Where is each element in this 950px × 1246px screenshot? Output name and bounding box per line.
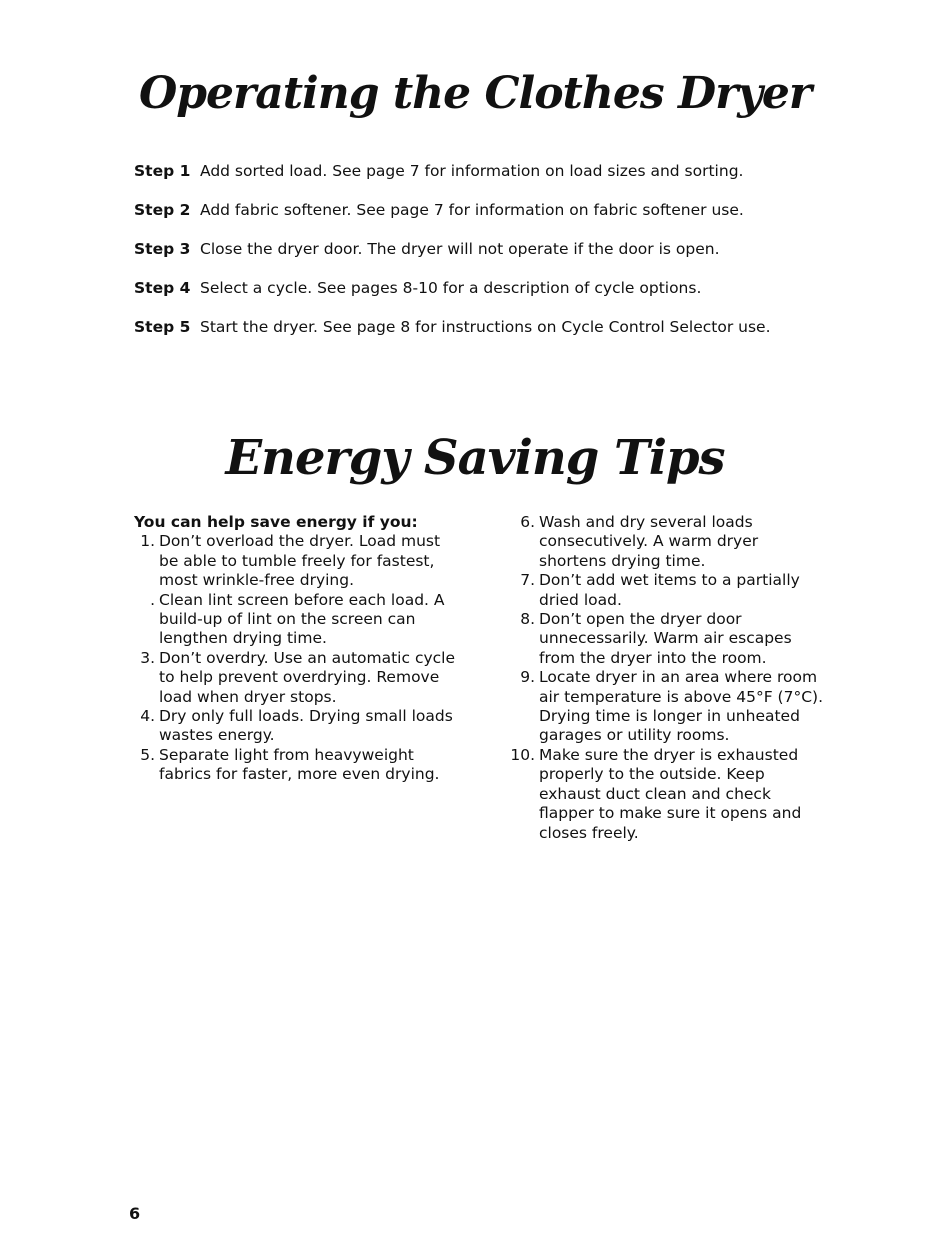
tip-item bbox=[134, 649, 464, 707]
tip-number: 1. bbox=[140, 532, 155, 551]
page-title-operating: Operating the Clothes Dryer bbox=[138, 68, 812, 119]
step-item bbox=[134, 314, 894, 353]
tip-text: Locate dryer in an area where room air temperature is above 45°F (7°C). Drying time is longer in unheated garages or utility rooms. bbox=[539, 668, 823, 745]
tip-item bbox=[498, 668, 828, 746]
step-item bbox=[134, 158, 894, 197]
tip-number: 9. bbox=[520, 668, 535, 687]
tip-item bbox=[134, 746, 464, 785]
tips-column-left bbox=[134, 513, 464, 785]
tip-number: 8. bbox=[520, 610, 535, 629]
step-label: Step 1 bbox=[134, 162, 191, 180]
tip-text: Make sure the dryer is exhausted properly to the outside. Keep exhaust duct clean and check flapper to make sure it opens and closes freely. bbox=[539, 745, 802, 842]
tip-text: Don’t overload the dryer. Load must be able to tumble freely for fastest, most wrinkle-free drying. bbox=[159, 532, 441, 590]
tip-number: 4. bbox=[140, 707, 155, 726]
tip-text: Don’t add wet items to a partially dried load. bbox=[539, 571, 800, 609]
step-text: Close the dryer door. The dryer will not operate if the door is open. bbox=[200, 240, 720, 258]
step-item bbox=[134, 197, 894, 236]
tips-intro: You can help save energy if you: bbox=[134, 513, 418, 531]
tip-item bbox=[134, 532, 464, 590]
tip-text: Don’t open the dryer door unnecessarily. Warm air escapes from the dryer into the room. bbox=[539, 610, 792, 667]
steps-list bbox=[134, 158, 894, 353]
step-text: Start the dryer. See page 8 for instructions on Cycle Control Selector use. bbox=[200, 318, 771, 336]
tip-number: 3. bbox=[140, 648, 155, 667]
tip-number: 6. bbox=[520, 513, 535, 531]
tip-item bbox=[134, 591, 464, 649]
step-text: Select a cycle. See pages 8-10 for a description of cycle options. bbox=[200, 279, 702, 297]
tip-text: Wash and dry several loads consecutively. A warm dryer shortens drying time. bbox=[539, 513, 759, 570]
page-title-energy: Energy Saving Tips bbox=[225, 430, 725, 486]
step-label: Step 2 bbox=[134, 201, 191, 219]
tip-item bbox=[498, 513, 828, 571]
step-text: Add sorted load. See page 7 for information on load sizes and sorting. bbox=[200, 162, 744, 180]
step-item bbox=[134, 275, 894, 314]
step-label: Step 5 bbox=[134, 318, 191, 336]
tip-text: Dry only full loads. Drying small loads wastes energy. bbox=[159, 707, 453, 745]
tip-text: Separate light from heavyweight fabrics for faster, more even drying. bbox=[159, 745, 440, 784]
tip-number: . bbox=[150, 590, 155, 609]
tip-text: Clean lint screen before each load. A build-up of lint on the screen can lengthen drying time. bbox=[159, 590, 445, 648]
tip-item bbox=[498, 610, 828, 668]
step-label: Step 4 bbox=[134, 279, 191, 297]
tip-number: 7. bbox=[520, 571, 535, 590]
step-label: Step 3 bbox=[134, 240, 191, 258]
tip-item bbox=[498, 746, 828, 843]
tip-item bbox=[498, 571, 828, 610]
step-item bbox=[134, 236, 894, 275]
page-number: 6 bbox=[129, 1204, 141, 1223]
tip-number: 10. bbox=[510, 745, 535, 764]
tip-text: Don’t overdry. Use an automatic cycle to help prevent overdrying. Remove load when dryer stops. bbox=[159, 648, 455, 706]
tip-item bbox=[134, 707, 464, 746]
tip-number: 5. bbox=[140, 745, 155, 764]
step-text: Add fabric softener. See page 7 for information on fabric softener use. bbox=[200, 201, 744, 219]
tips-column-right bbox=[498, 513, 828, 843]
